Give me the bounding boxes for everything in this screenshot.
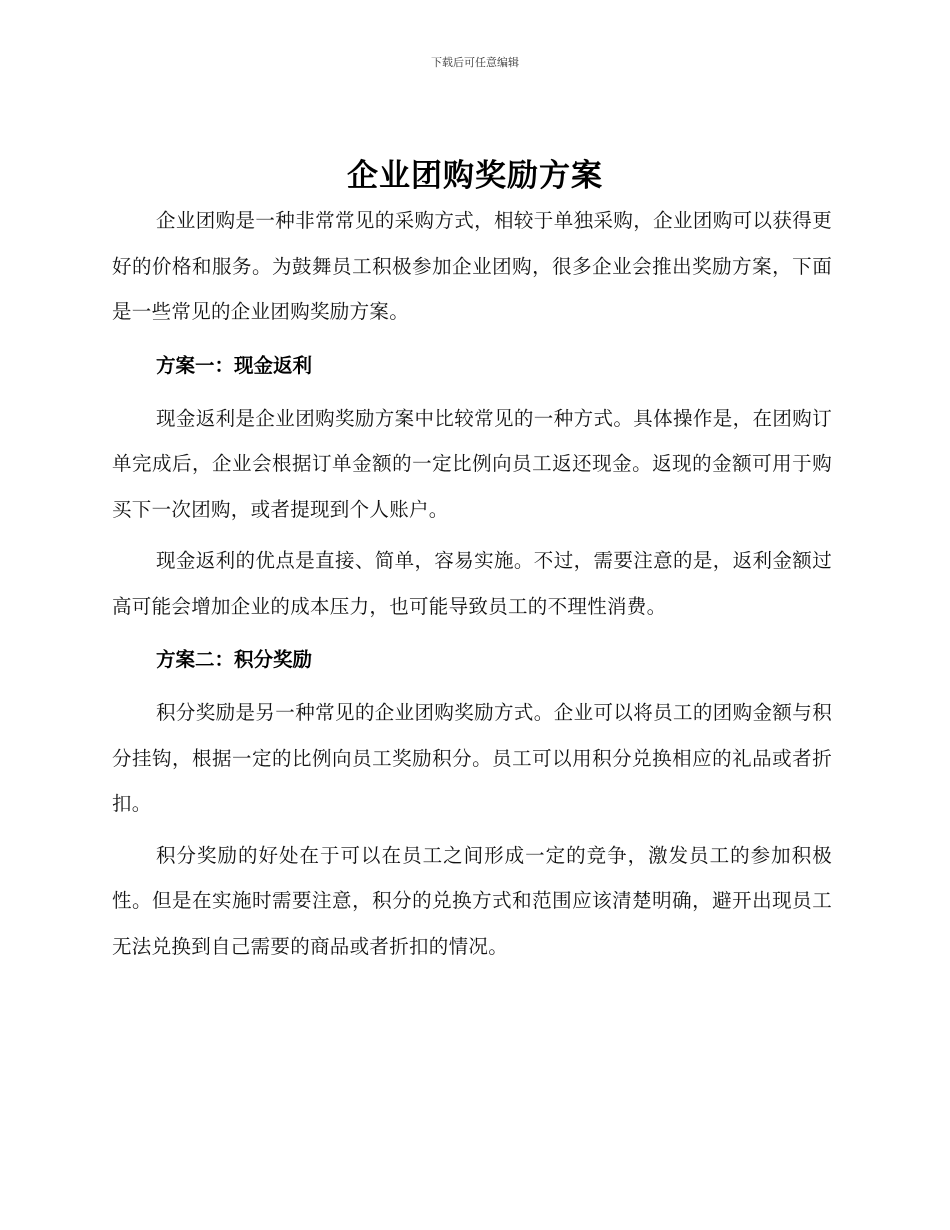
header-note: 下载后可任意编辑 [431, 56, 519, 69]
section-2-paragraph-1: 积分奖励是另一种常见的企业团购奖励方式。企业可以将员工的团购金额与积分挂钩，根据一定的比例向员工奖励积分。员工可以用积分兑换相应的礼品或者折扣。 [112, 701, 832, 815]
section-heading-2: 方案二：积分奖励 [156, 648, 313, 671]
section-2-paragraph-2: 积分奖励的好处在于可以在员工之间形成一定的竞争，激发员工的参加积极性。但是在实施时需要注意，积分的兑换方式和范围应该清楚明确，避开出现员工无法兑换到自己需要的商品或者折扣的情况。 [112, 843, 832, 958]
section-1-paragraph-1: 现金返利是企业团购奖励方案中比较常见的一种方式。具体操作是，在团购订单完成后，企业会根据订单金额的一定比例向员工返还现金。返现的金额可用于购买下一次团购，或者提现到个人账户。 [112, 406, 832, 521]
section-heading-1: 方案一：现金返利 [156, 353, 313, 377]
section-1-paragraph-2: 现金返利的优点是直接、简单，容易实施。不过，需要注意的是，返利金额过高可能会增加企业的成本压力，也可能导致员工的不理性消费。 [112, 549, 832, 618]
document-body [112, 198, 832, 975]
intro-paragraph: 企业团购是一种非常常见的采购方式，相较于单独采购，企业团购可以获得更好的价格和服务。为鼓舞员工积极参加企业团购，很多企业会推出奖励方案，下面是一些常见的企业团购奖励方案。 [112, 209, 832, 323]
document-title: 企业团购奖励方案 [347, 158, 603, 194]
